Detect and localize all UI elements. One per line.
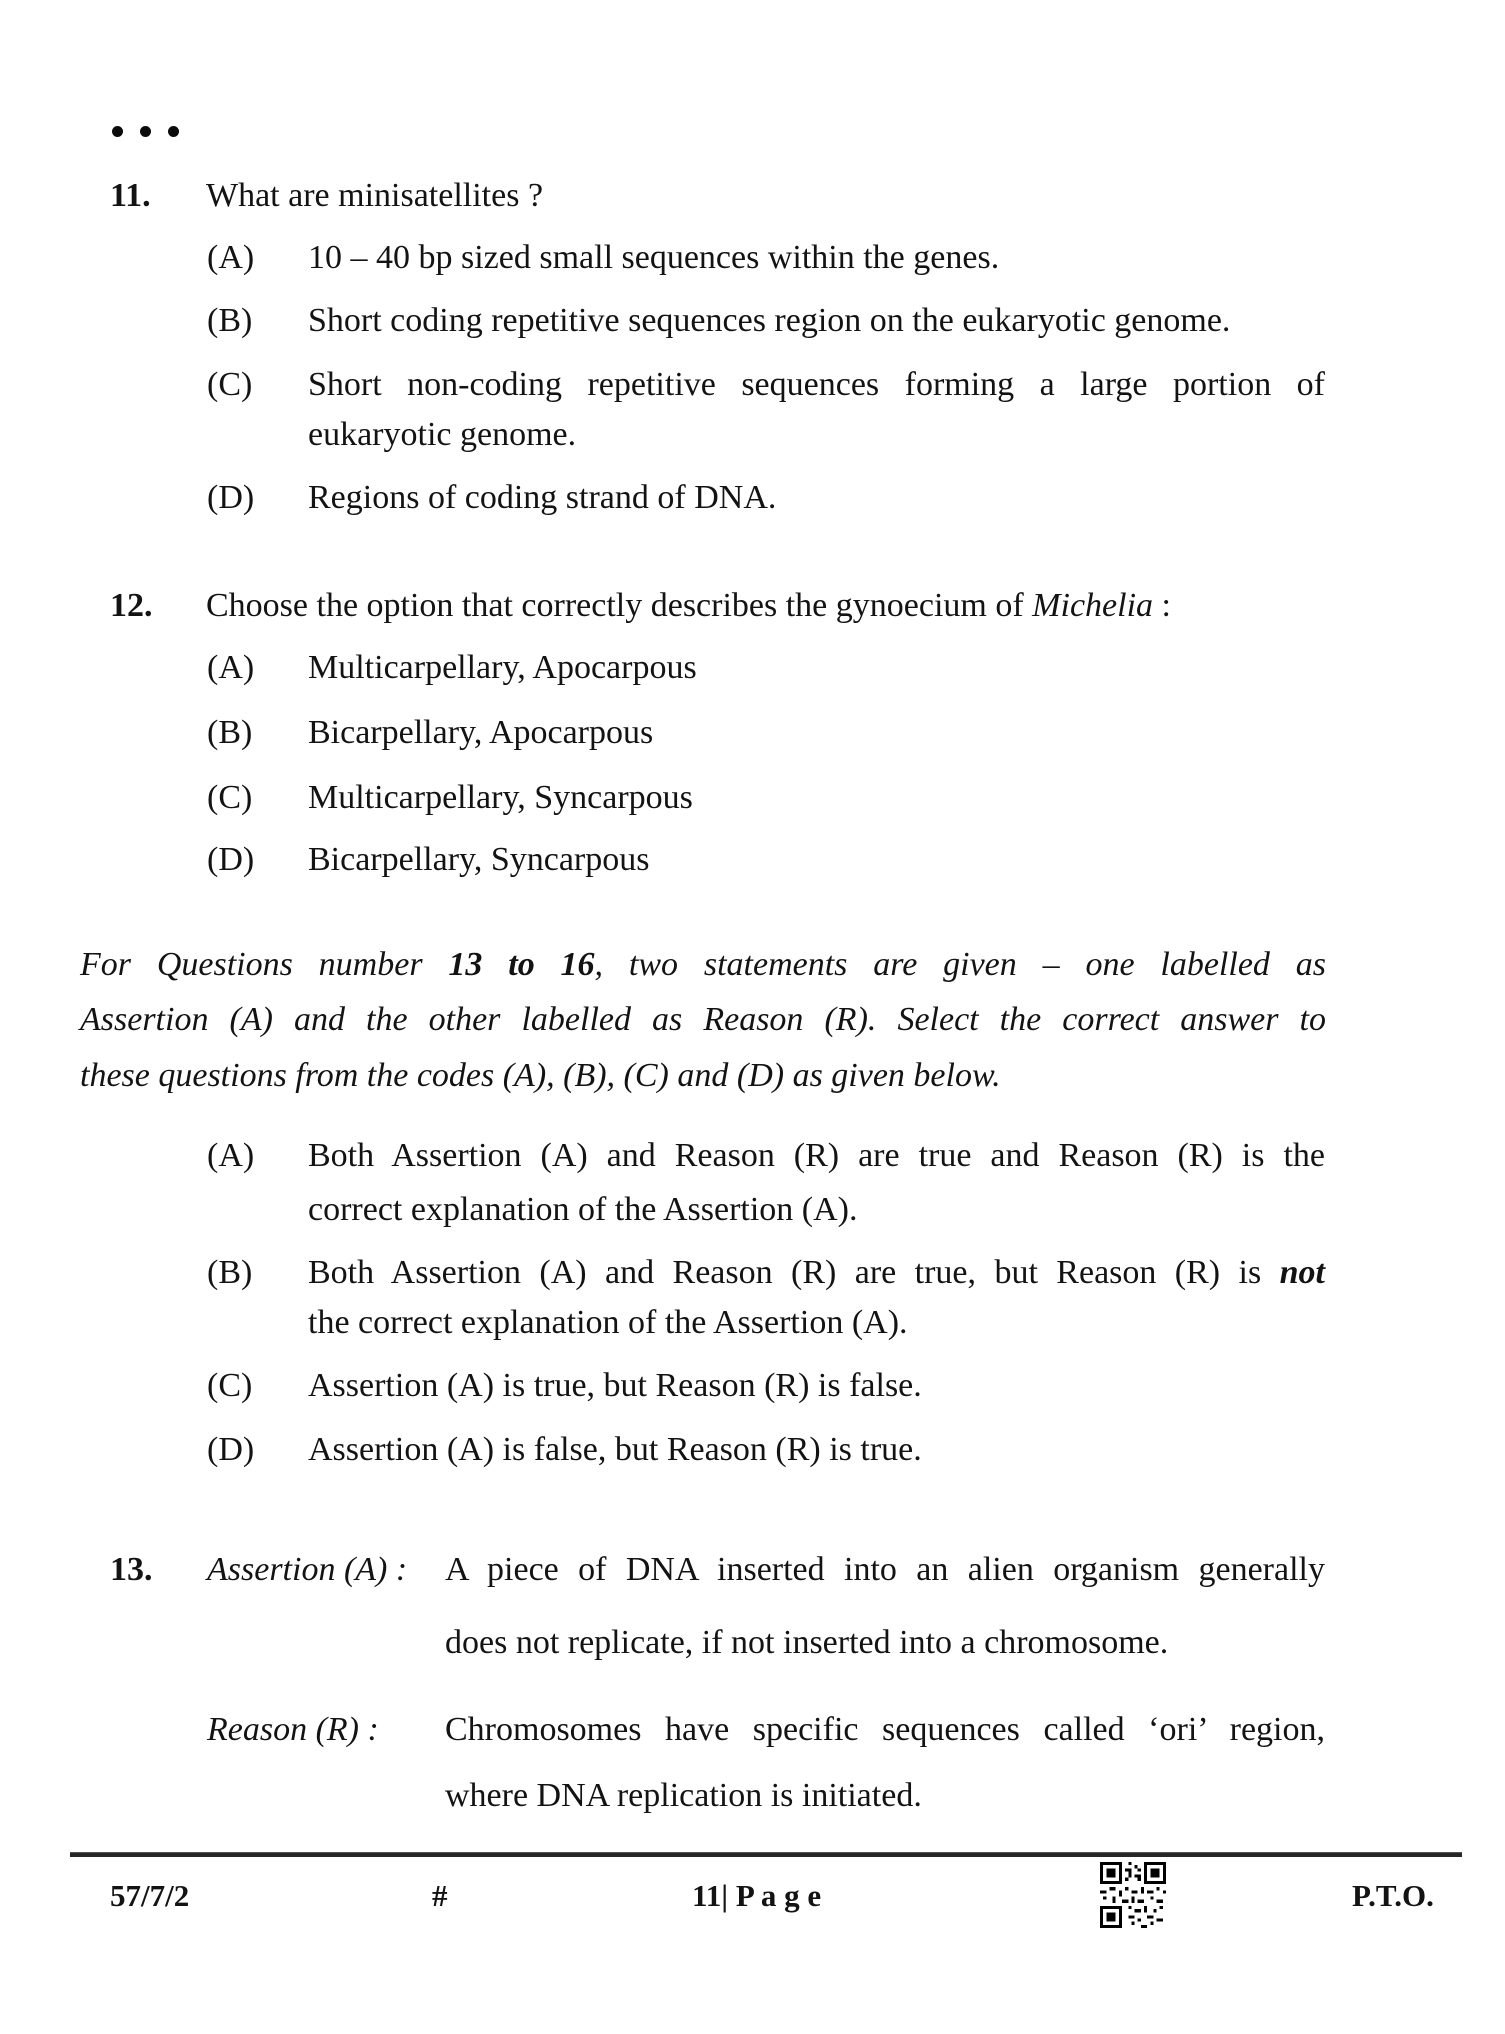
q13-reason-label: Reason (R) : bbox=[207, 1711, 379, 1748]
question-12-number: 12. bbox=[110, 587, 153, 624]
ar-code-c-text: Assertion (A) is true, but Reason (R) is false. bbox=[308, 1367, 922, 1404]
ar-intro-question-range: 13 to 16 bbox=[448, 946, 595, 983]
q11-option-c-text-line2: eukaryotic genome. bbox=[308, 416, 577, 453]
q12-option-b-text: Bicarpellary, Apocarpous bbox=[308, 714, 654, 751]
question-12-text bbox=[206, 585, 1171, 628]
q12-option-d-text: Bicarpellary, Syncarpous bbox=[308, 841, 650, 878]
q11-option-b-text: Short coding repetitive sequences region on the eukaryotic genome. bbox=[308, 302, 1231, 339]
q12-option-c-text: Multicarpellary, Syncarpous bbox=[308, 779, 693, 816]
question-11-text: What are minisatellites ? bbox=[206, 177, 544, 214]
q11-option-a-label: (A) bbox=[207, 239, 255, 276]
ar-code-b-label: (B) bbox=[207, 1254, 253, 1291]
question-11-number: 11. bbox=[110, 177, 151, 214]
ar-instructions-line3: these questions from the codes (A), (B), (C) and (D) as given below. bbox=[80, 1057, 1001, 1094]
ar-code-d-text: Assertion (A) is false, but Reason (R) is true. bbox=[308, 1431, 922, 1468]
page-marker-dots-icon bbox=[112, 126, 179, 137]
q13-assertion-line2: does not replicate, if not inserted into a chromosome. bbox=[445, 1624, 1169, 1661]
q11-option-d-label: (D) bbox=[207, 479, 255, 516]
ar-intro-line1-before: For Questions number bbox=[80, 946, 449, 983]
q12-option-d-label: (D) bbox=[207, 841, 255, 878]
footer-paper-code: 57/7/2 bbox=[110, 1878, 190, 1913]
ar-code-a-line1: Both Assertion (A) and Reason (R) are true and Reason (R) is the bbox=[308, 1137, 1325, 1174]
q11-option-b-label: (B) bbox=[207, 302, 253, 339]
ar-code-a-line2: correct explanation of the Assertion (A). bbox=[308, 1191, 858, 1228]
ar-code-b-line1-text: Both Assertion (A) and Reason (R) are true, but Reason (R) is bbox=[308, 1254, 1280, 1291]
ar-intro-line1-after: , two statements are given – one labelled as bbox=[594, 946, 1326, 983]
q13-reason-line2: where DNA replication is initiated. bbox=[445, 1777, 922, 1814]
ar-instructions-line1 bbox=[80, 944, 1326, 987]
ar-code-b-line2: the correct explanation of the Assertion (A). bbox=[308, 1304, 908, 1341]
ar-code-b-line1 bbox=[308, 1252, 1325, 1295]
q11-option-a-text: 10 – 40 bp sized small sequences within the genes. bbox=[308, 239, 1000, 276]
footer-page-label: 11| P a g e bbox=[692, 1878, 822, 1913]
q12-genus-name: Michelia bbox=[1032, 587, 1154, 624]
q12-option-c-label: (C) bbox=[207, 779, 253, 816]
ar-code-b-not-emphasis: not bbox=[1279, 1254, 1325, 1291]
q12-option-a-label: (A) bbox=[207, 649, 255, 686]
q11-option-d-text: Regions of coding strand of DNA. bbox=[308, 479, 777, 516]
footer-pto-label: P.T.O. bbox=[1352, 1878, 1434, 1913]
footer-divider bbox=[70, 1852, 1462, 1857]
q11-option-c-text-line1: Short non-coding repetitive sequences forming a large portion of bbox=[308, 366, 1325, 403]
ar-code-c-label: (C) bbox=[207, 1367, 253, 1404]
q12-text-after: : bbox=[1153, 587, 1171, 624]
ar-code-d-label: (D) bbox=[207, 1431, 255, 1468]
question-13-number: 13. bbox=[110, 1551, 153, 1588]
ar-instructions-line2: Assertion (A) and the other labelled as Reason (R). Select the correct answer to bbox=[80, 1001, 1326, 1038]
footer-hash-mark: # bbox=[432, 1878, 448, 1913]
q12-text-before: Choose the option that correctly describes the gynoecium of bbox=[206, 587, 1033, 624]
ar-code-a-label: (A) bbox=[207, 1137, 255, 1174]
q13-assertion-label: Assertion (A) : bbox=[207, 1551, 408, 1588]
q13-assertion-line1: A piece of DNA inserted into an alien organism generally bbox=[445, 1551, 1325, 1588]
q11-option-c-label: (C) bbox=[207, 366, 253, 403]
q13-reason-line1: Chromosomes have specific sequences called ‘ori’ region, bbox=[445, 1711, 1325, 1748]
q12-option-a-text: Multicarpellary, Apocarpous bbox=[308, 649, 697, 686]
qr-code bbox=[1100, 1862, 1166, 1928]
q12-option-b-label: (B) bbox=[207, 714, 253, 751]
